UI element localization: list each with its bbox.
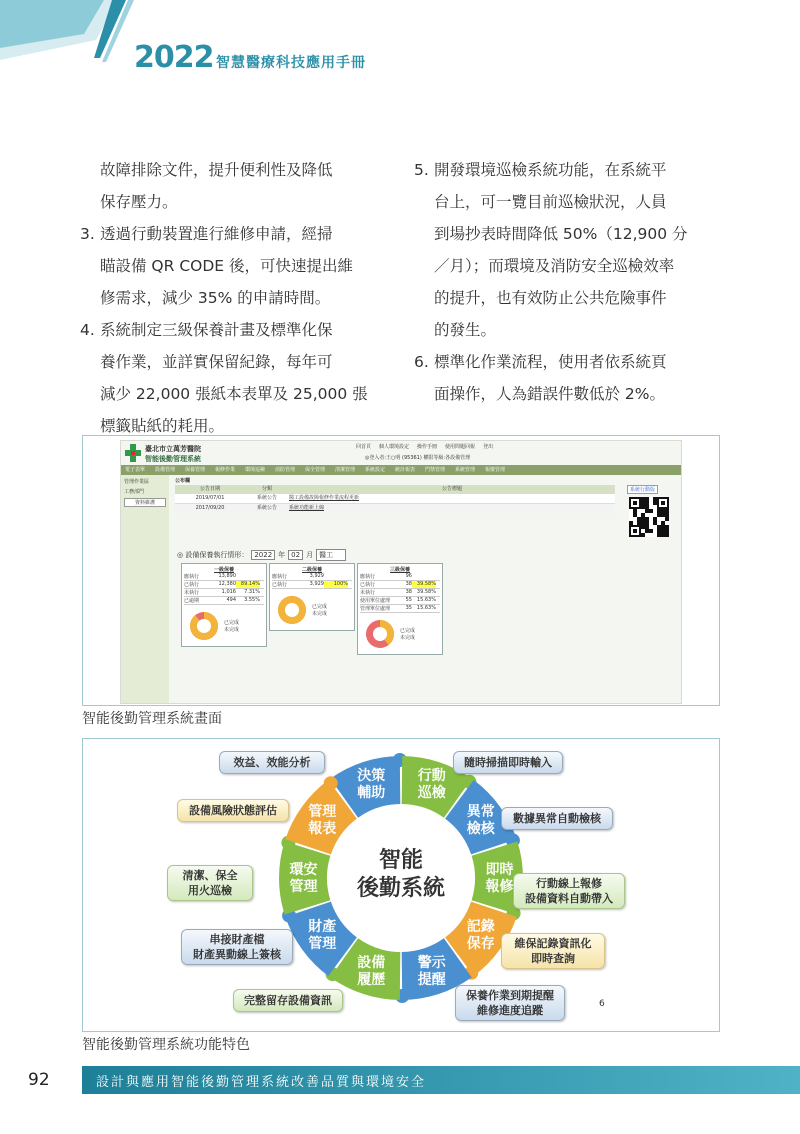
segment-label-line: 保存 bbox=[466, 936, 495, 953]
level-row bbox=[184, 597, 264, 605]
header-subtitle: 智慧醫療科技應用手冊 bbox=[216, 55, 366, 71]
nav-tab[interactable]: 保養管理 bbox=[185, 467, 206, 473]
system-name: 智能後勤管理系統 bbox=[145, 455, 201, 463]
text-line: 到場抄表時間降低 50%（12,900 分 bbox=[434, 225, 688, 243]
donut-legend bbox=[312, 603, 327, 617]
text-line: 標準化作業流程，使用者依系統頁 bbox=[434, 353, 667, 371]
row-label: 應執行 bbox=[184, 574, 200, 580]
row-percent: 89.14% bbox=[236, 581, 260, 588]
row-count: 55 bbox=[405, 597, 412, 603]
level-row bbox=[360, 605, 440, 613]
right-column bbox=[414, 154, 734, 410]
segment-label-line: 環安 bbox=[289, 861, 318, 878]
nav-tab[interactable]: 報廢管理 bbox=[485, 467, 506, 473]
nav-tab[interactable]: 清潔管理 bbox=[335, 467, 356, 473]
col-header: 公告日期 bbox=[199, 486, 220, 492]
center-line: 後勤系統 bbox=[356, 876, 445, 901]
cell-category: 系統公告 bbox=[256, 505, 277, 511]
list-item bbox=[80, 314, 390, 442]
cell-date: 2019/07/01 bbox=[195, 495, 225, 501]
user-line: ◎登入者:王○明 (95361) 權限等級:各設備管理 bbox=[365, 455, 471, 461]
segment-label-line: 管理 bbox=[289, 878, 318, 895]
list-item bbox=[80, 218, 390, 314]
row-label: 未執行 bbox=[184, 590, 200, 596]
month-unit: 月 bbox=[306, 551, 314, 559]
text-line: 的提升，也有效防止公共危險事件 bbox=[434, 289, 667, 307]
list-item bbox=[414, 346, 734, 410]
row-label: 已執行 bbox=[184, 582, 200, 588]
footer-bar bbox=[82, 1066, 800, 1094]
row-count: 13,890 bbox=[218, 573, 236, 579]
hospital-logo bbox=[125, 444, 141, 462]
segment-label-line: 檢核 bbox=[466, 820, 495, 837]
sidebar-item[interactable]: 管理作業區 bbox=[124, 479, 150, 485]
segment-label-line: 記錄 bbox=[466, 919, 495, 936]
row-percent: 7.31% bbox=[244, 589, 260, 595]
donut-legend bbox=[400, 627, 415, 641]
row-count: 3,929 bbox=[309, 581, 324, 587]
text-line: 開發環境巡檢系統功能，在系統平 bbox=[434, 161, 667, 179]
link-manual[interactable]: 操作手冊 bbox=[417, 444, 438, 450]
slide-number: 6 bbox=[599, 999, 605, 1009]
filter-label: ◎ 設備保養執行情形： bbox=[177, 551, 249, 559]
announce-title: 公布欄 bbox=[175, 478, 191, 484]
year-select[interactable]: 2022 bbox=[251, 550, 275, 560]
nav-tab[interactable]: 系統管理 bbox=[455, 467, 476, 473]
nav-tab[interactable]: 電子表單 bbox=[125, 467, 146, 473]
text-line: 瞄設備 QR CODE 後，可快速提出維 bbox=[100, 257, 354, 275]
legend-item: 未完成 bbox=[224, 627, 240, 633]
donut-area bbox=[360, 616, 440, 652]
nav-tab[interactable]: 報修作業 bbox=[215, 467, 236, 473]
sidebar-item[interactable]: 工務部門 bbox=[124, 489, 145, 495]
row-percent bbox=[324, 573, 348, 580]
segment-label bbox=[302, 919, 342, 953]
row-count: 1,016 bbox=[221, 589, 236, 595]
level-panel bbox=[269, 563, 355, 631]
segment-label bbox=[302, 804, 342, 838]
text-line: ／月）；而環境及消防安全巡檢效率 bbox=[434, 257, 675, 275]
row-label: 管理單位處理 bbox=[360, 606, 391, 612]
segment-label-line: 巡檢 bbox=[417, 785, 446, 802]
filter-row bbox=[177, 549, 346, 561]
callout-maintenance-reminder: 保養作業到期提醒 維修進度追蹤 bbox=[455, 985, 565, 1021]
level-row bbox=[360, 573, 440, 581]
figure-caption: 智能後勤管理系統功能特色 bbox=[82, 1037, 250, 1053]
level-row bbox=[360, 589, 440, 597]
level-row bbox=[360, 581, 440, 589]
level-panel bbox=[181, 563, 267, 647]
donut-area bbox=[272, 592, 352, 628]
dept-select[interactable]: 醫工 bbox=[316, 549, 346, 561]
text-line: 減少 22,000 張紙本表單及 25,000 張 bbox=[100, 385, 368, 403]
row-label: 應執行 bbox=[360, 574, 376, 580]
callout-maintenance-record: 維保記錄資訊化 即時查詢 bbox=[501, 933, 605, 969]
figure-caption: 智能後勤管理系統畫面 bbox=[82, 711, 222, 727]
level-row bbox=[272, 581, 352, 589]
system-screenshot bbox=[120, 440, 682, 704]
col-header: 分類 bbox=[261, 486, 272, 492]
row-count: 96 bbox=[405, 573, 412, 579]
legend-item: 已完成 bbox=[224, 620, 240, 626]
donut-chart bbox=[360, 616, 400, 652]
level-panels bbox=[181, 563, 601, 703]
donut-area bbox=[184, 608, 264, 644]
center-line: 智能 bbox=[378, 848, 423, 873]
text-line: 保存壓力。 bbox=[100, 193, 178, 211]
donut-chart bbox=[184, 608, 224, 644]
nav-tab[interactable]: 環境巡檢 bbox=[245, 467, 266, 473]
segment-label-line: 報表 bbox=[308, 820, 337, 837]
level-title[interactable]: 二級保養 bbox=[301, 567, 322, 573]
center-label bbox=[331, 847, 471, 903]
text-line: 故障排除文件，提升便利性及降低 bbox=[100, 161, 333, 179]
list-item bbox=[414, 154, 734, 346]
row-label: 使用單位處理 bbox=[360, 598, 391, 604]
nav-tab[interactable]: 門禁管理 bbox=[425, 467, 446, 473]
table-row[interactable] bbox=[175, 494, 615, 504]
item-number: 5. bbox=[414, 161, 429, 179]
segment-label bbox=[351, 768, 391, 802]
row-label: 已執行 bbox=[272, 582, 288, 588]
item-number: 6. bbox=[414, 353, 429, 371]
row-percent: 100% bbox=[324, 581, 348, 588]
segment-label bbox=[480, 862, 520, 896]
text-line: 台上，可一覽目前巡檢狀況，人員 bbox=[434, 193, 667, 211]
nav-tab[interactable]: 統計報表 bbox=[395, 467, 416, 473]
segment-label bbox=[461, 804, 501, 838]
link-home[interactable]: 回首頁 bbox=[356, 444, 372, 450]
text-line: 養作業，並詳實保留紀錄，每年可 bbox=[100, 353, 333, 371]
segment-label-line: 決策 bbox=[357, 768, 386, 785]
row-label: 已逾期 bbox=[184, 598, 200, 604]
hospital-name: 臺北市立萬芳醫院 bbox=[145, 445, 201, 453]
header-decoration bbox=[0, 0, 140, 70]
figure-diagram-frame bbox=[82, 738, 720, 1032]
row-count: 494 bbox=[226, 597, 236, 603]
row-count: 35 bbox=[405, 605, 412, 611]
level-panel bbox=[357, 563, 443, 655]
level-row bbox=[184, 589, 264, 597]
segment-knob bbox=[324, 776, 338, 790]
segment-label-line: 管理 bbox=[308, 936, 337, 953]
cell-title[interactable]: 系統功能新上線 bbox=[289, 505, 325, 511]
callout-instant-scan-input: 隨時掃描即時輸入 bbox=[453, 751, 563, 774]
footer-title: 設計與應用智能後勤管理系統改善品質與環境安全 bbox=[96, 1075, 427, 1090]
table-header bbox=[175, 485, 615, 494]
segment-label-line: 管理 bbox=[308, 803, 337, 820]
segment-label-line: 即時 bbox=[485, 861, 514, 878]
level-row bbox=[360, 597, 440, 605]
row-percent: 39.58% bbox=[416, 589, 436, 595]
month-select[interactable]: 02 bbox=[288, 550, 303, 560]
legend-item: 未完成 bbox=[400, 635, 416, 641]
link-logout[interactable]: 登出 bbox=[483, 444, 494, 450]
donut-chart bbox=[272, 592, 312, 628]
item-number: 3. bbox=[80, 225, 95, 243]
segment-label bbox=[461, 919, 501, 953]
legend-item: 已完成 bbox=[312, 604, 328, 610]
top-links bbox=[356, 443, 493, 450]
text-line: 透過行動裝置進行維修申請，經掃 bbox=[100, 225, 333, 243]
text-line: 面操作，人為錯誤件數低於 2%。 bbox=[434, 385, 666, 403]
text-line: 的發生。 bbox=[434, 321, 497, 339]
continued-text bbox=[80, 154, 390, 218]
row-label: 未執行 bbox=[360, 590, 376, 596]
announce-table bbox=[175, 485, 615, 513]
callout-equipment-info: 完整留存設備資訊 bbox=[233, 989, 343, 1012]
sidebar-item[interactable]: 資料維護 bbox=[124, 498, 166, 507]
text-line: 修需求，減少 35% 的申請時間。 bbox=[100, 289, 331, 307]
segment-label bbox=[412, 768, 452, 802]
text-line: 系統制定三級保養計畫及標準化保 bbox=[100, 321, 333, 339]
segment-label bbox=[284, 862, 324, 896]
link-report[interactable]: 使用問題回報 bbox=[445, 444, 476, 450]
nav-tab[interactable]: 設備管理 bbox=[155, 467, 176, 473]
legend-item: 已完成 bbox=[400, 628, 416, 634]
row-percent: 15.63% bbox=[416, 597, 436, 603]
cell-category: 系統公告 bbox=[256, 495, 277, 501]
row-label: 已執行 bbox=[360, 582, 376, 588]
row-percent: 39.58% bbox=[412, 581, 436, 588]
figure-screenshot-frame bbox=[82, 435, 720, 706]
segment-label-line: 警示 bbox=[417, 954, 446, 971]
page-number: 92 bbox=[28, 1070, 50, 1090]
level-title[interactable]: 一級保養 bbox=[213, 567, 234, 573]
sidebar bbox=[121, 475, 169, 703]
row-percent: 3.55% bbox=[244, 597, 260, 603]
donut-legend bbox=[224, 619, 239, 633]
nav-bar bbox=[121, 465, 681, 475]
row-count: 38 bbox=[405, 589, 412, 595]
row-percent bbox=[412, 573, 436, 580]
segment-label-line: 行動 bbox=[417, 768, 446, 785]
year-unit: 年 bbox=[278, 551, 286, 559]
level-row bbox=[184, 581, 264, 589]
callout-anomaly-check: 數據異常自動檢核 bbox=[501, 807, 613, 830]
legend-item: 未完成 bbox=[312, 611, 328, 617]
segment-label-line: 提醒 bbox=[417, 971, 446, 988]
row-count: 38 bbox=[405, 581, 412, 587]
qr-code-icon bbox=[629, 497, 669, 537]
segment-label-line: 報修 bbox=[485, 878, 514, 895]
nav-tab[interactable]: 系統設定 bbox=[365, 467, 386, 473]
callout-patrol: 清潔、保全 用火巡檢 bbox=[167, 865, 253, 901]
left-column bbox=[80, 154, 390, 442]
row-percent bbox=[236, 573, 260, 580]
level-row bbox=[184, 573, 264, 581]
level-title[interactable]: 三級保養 bbox=[389, 567, 410, 573]
cell-date: 2017/09/20 bbox=[195, 505, 225, 511]
header-year: 2022 bbox=[134, 40, 214, 75]
qr-label[interactable]: 系統行動版 bbox=[627, 485, 658, 494]
link-settings[interactable]: 個人環境設定 bbox=[379, 444, 410, 450]
segment-label-line: 履歷 bbox=[357, 971, 386, 988]
row-count: 12,380 bbox=[218, 581, 236, 587]
table-row[interactable] bbox=[175, 504, 615, 513]
cell-title[interactable]: 醫工設備故障報修作業流程更新 bbox=[289, 495, 360, 501]
segment-label-line: 財產 bbox=[308, 919, 337, 936]
nav-tab[interactable]: 保全管理 bbox=[305, 467, 326, 473]
segment-label bbox=[351, 955, 391, 989]
row-percent: 15.63% bbox=[416, 605, 436, 611]
segment-label-line: 異常 bbox=[466, 803, 495, 820]
segment-label-line: 設備 bbox=[357, 954, 386, 971]
nav-tab[interactable]: 消防管理 bbox=[275, 467, 296, 473]
segment-label-line: 輔助 bbox=[357, 785, 386, 802]
segment-label bbox=[412, 955, 452, 989]
callout-efficiency-analysis: 效益、效能分析 bbox=[219, 751, 325, 774]
level-row bbox=[272, 573, 352, 581]
text-line: 標籤貼紙的耗用。 bbox=[100, 417, 225, 435]
row-label: 應執行 bbox=[272, 574, 288, 580]
row-count: 3,929 bbox=[309, 573, 324, 579]
callout-mobile-repair: 行動線上報修 設備資料自動帶入 bbox=[513, 873, 625, 909]
item-number: 4. bbox=[80, 321, 95, 339]
callout-asset-link: 串接財產檔 財產異動線上簽核 bbox=[181, 929, 293, 965]
col-header: 公告標題 bbox=[441, 486, 462, 492]
callout-risk-assessment: 設備風險狀態評估 bbox=[177, 799, 289, 822]
